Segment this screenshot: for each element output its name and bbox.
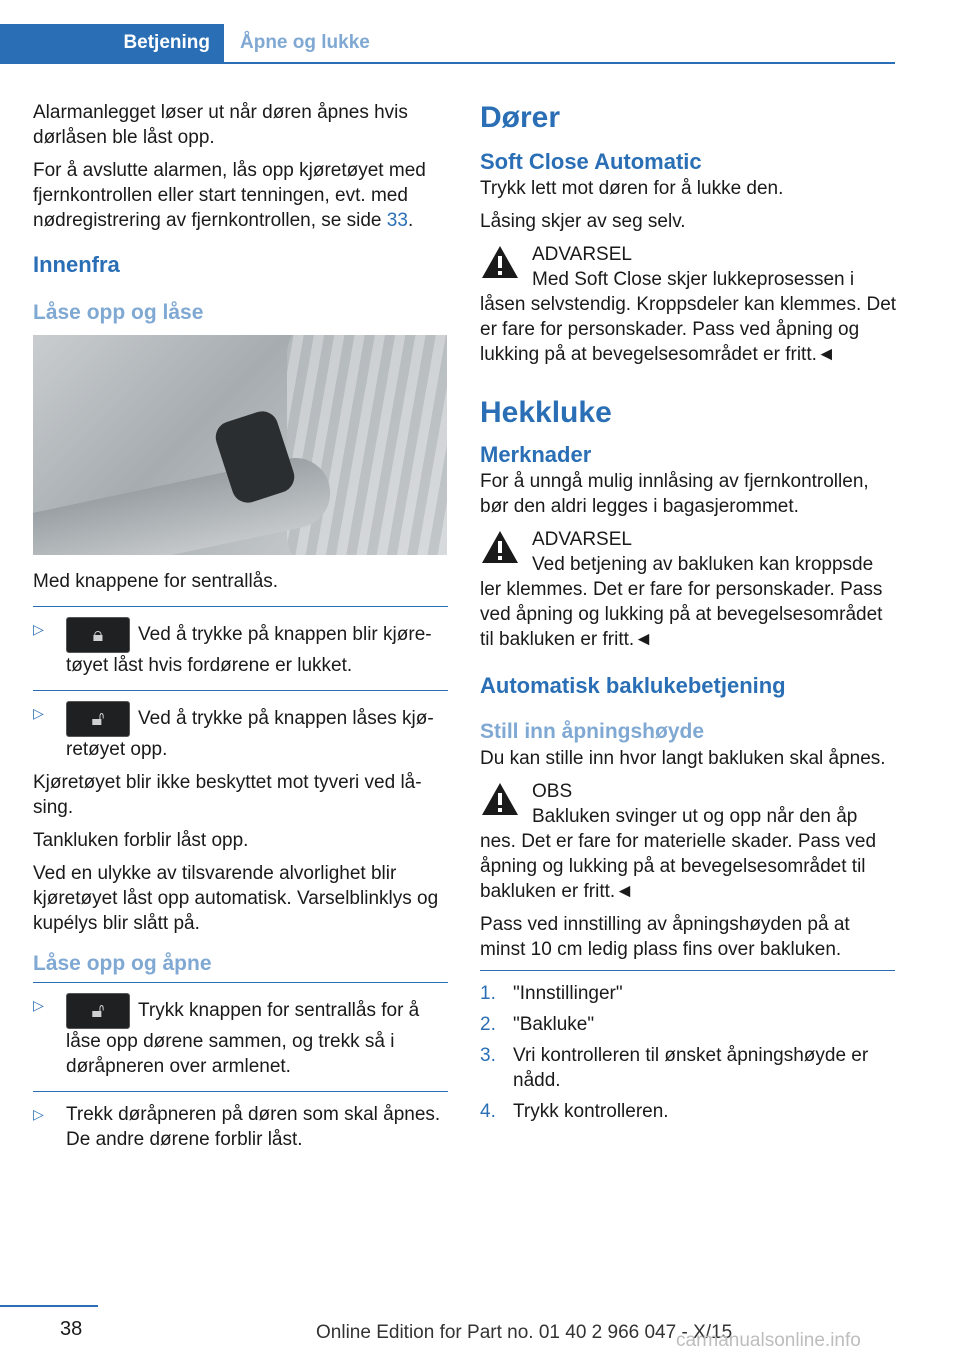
warning-block (480, 527, 900, 577)
list-item: ▷ 🔒︎ Ved å trykke på knappen blir kjøretøyet låst hvis fordørene er lukket. (33, 617, 453, 678)
paragraph-tankluke: Tankluken forblir låst opp. (33, 830, 249, 851)
list-item: ▷ Trekk døråpneren på døren som skal åpnes. De andre dørene forblir låst. (33, 1104, 441, 1150)
heading-automatisk-baklukebetjening: Automatisk baklukebetjening (480, 673, 786, 698)
warning-triangle-icon (480, 781, 520, 817)
divider (33, 982, 448, 983)
heading-hekkluke: Hekkluke (480, 396, 612, 429)
header-tabs (0, 24, 895, 64)
warning-text-first: Ved betjening av bakluken kan kroppsde (532, 554, 874, 575)
heading-still-inn: Still inn åpningshøyde (480, 720, 705, 743)
heading-laase-opp-og-laase: Låse opp og låse (33, 301, 204, 324)
list-item: ▷ 🔓︎ Ved å trykke på knappen låses kjøretøyet opp. (33, 701, 453, 762)
page-number: 38 (60, 1318, 83, 1340)
paragraph-tyveri: Kjøretøyet blir ikke beskyttet mot tyveri ved låsing. (33, 772, 422, 818)
paragraph-alarm-end: For å avslutte alarmen, lås opp kjøretøyet med fjernkontrollen eller start tenningen, evt. med nødregistrering av fjernkontrollen, se side 33. (33, 160, 426, 231)
heading-dorer: Dører (480, 101, 561, 134)
divider (33, 690, 448, 691)
list-item: 2. "Bakluke" (480, 1014, 595, 1035)
watermark: carmanualsonline.info (676, 1330, 861, 1351)
warning-title: ADVARSEL (532, 529, 632, 550)
tab-betjening[interactable]: Betjening (0, 24, 224, 62)
unlock-icon: 🔓︎ (66, 993, 130, 1029)
triangle-bullet-icon: ▷ (33, 705, 44, 721)
warning-title: ADVARSEL (532, 244, 632, 265)
paragraph-aapningshoyde: Pass ved innstilling av åpningshøyden på at minst 10 cm ledig plass fins over bakluken. (480, 914, 850, 960)
triangle-bullet-icon: ▷ (33, 621, 44, 637)
edition-text: Online Edition for Part no. 01 40 2 966 047 - X/15 (316, 1322, 733, 1343)
triangle-bullet-icon: ▷ (33, 1106, 44, 1122)
triangle-bullet-icon: ▷ (33, 997, 44, 1013)
heading-soft-close: Soft Close Automatic (480, 149, 702, 174)
page-link[interactable]: 33 (386, 210, 408, 231)
warning-text: nes. Det er fare for materielle skader. Pass ved åpning og lukking på at bevegelsesområdet til bakluken er fritt.◄ (480, 831, 877, 902)
paragraph-alarm: Alarmanlegget løser ut når døren åpnes hvis dørlåsen ble låst opp. (33, 102, 408, 148)
divider (33, 606, 448, 607)
left-column (33, 100, 453, 1160)
warning-title: OBS (532, 781, 573, 802)
heading-laase-opp-og-aapne: Låse opp og åpne (33, 952, 212, 975)
list-item: 4. Trykk kontrolleren. (480, 1101, 669, 1122)
warning-text-first: Bakluken svinger ut og opp når den åp (532, 806, 858, 827)
divider (480, 970, 895, 971)
paragraph-ulykke: Ved en ulykke av tilsvarende alvorlighet blir kjøretøyet låst opp automatisk. Varselblinklys og kupélys blir slått på. (33, 863, 439, 934)
unlock-icon: 🔓︎ (66, 701, 130, 737)
lock-icon: 🔒︎ (66, 617, 130, 653)
list-item: ▷ 🔓︎ Trykk knappen for sentrallås for å låse opp dørene sammen, og trekk så i døråpneren over armlenet. (33, 993, 453, 1079)
right-column (480, 100, 900, 1130)
footer-rule (0, 1305, 98, 1307)
list-item: 1. "Innstillinger" (480, 983, 623, 1004)
paragraph-still-inn: Du kan stille inn hvor langt bakluken skal åpnes. (480, 748, 886, 769)
warning-triangle-icon (480, 244, 520, 280)
warning-text: låsen selvstendig. Kroppsdeler kan klemmes. Det er fare for personskader. Pass ved åpning og lukking på at bevegelsesområdet er fritt.◄ (480, 294, 897, 365)
divider (33, 1091, 448, 1092)
paragraph-soft-close-2: Låsing skjer av seg selv. (480, 211, 686, 232)
door-lock-photo (33, 335, 447, 555)
warning-block (480, 779, 900, 829)
photo-caption: Med knappene for sentrallås. (33, 571, 279, 592)
list-item: 3. Vri kontrolleren til ønsket åpningshøyde er nådd. (480, 1045, 869, 1091)
heading-merknader: Merknader (480, 442, 592, 467)
tab-aapne-og-lukke[interactable]: Åpne og lukke (240, 32, 370, 53)
warning-block (480, 242, 900, 292)
paragraph-soft-close-1: Trykk lett mot døren for å lukke den. (480, 178, 784, 199)
heading-innenfra: Innenfra (33, 252, 120, 277)
paragraph-merknader: For å unngå mulig innlåsing av fjernkontrollen, bør den aldri legges i bagasjerommet. (480, 471, 869, 517)
warning-text: ler klemmes. Det er fare for personskader. Pass ved åpning og lukking på at bevegelsesområdet til bakluken er fritt.◄ (480, 579, 883, 650)
warning-text-first: Med Soft Close skjer lukkeprosessen i (532, 269, 855, 290)
warning-triangle-icon (480, 529, 520, 565)
